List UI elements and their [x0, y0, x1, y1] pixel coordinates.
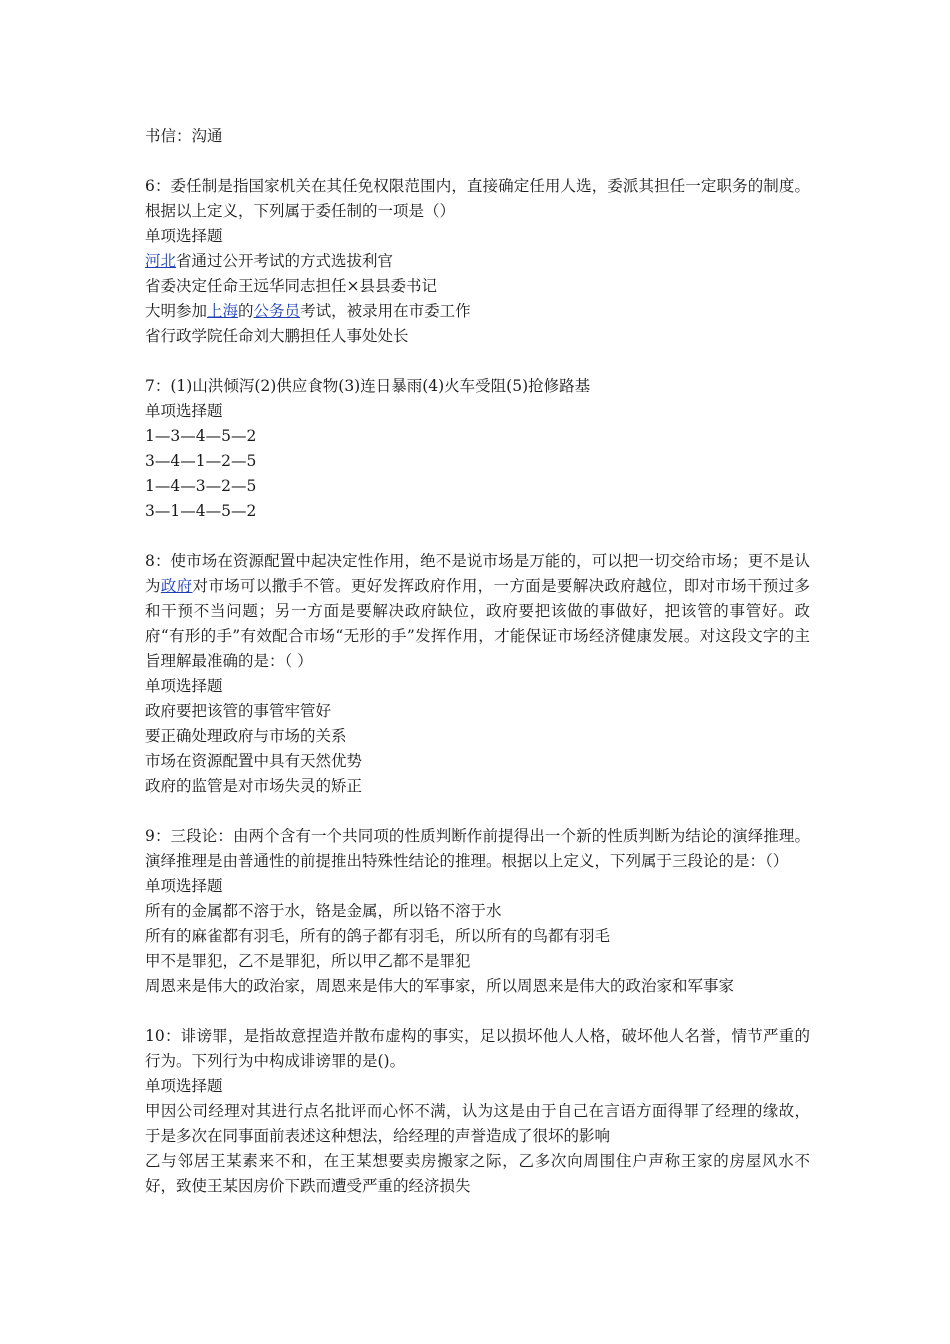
intro-answer: 沟通 — [191, 127, 223, 145]
question-7-option-d: 3—1—4—5—2 — [145, 502, 257, 520]
question-8-option-c: 市场在资源配置中具有天然优势 — [145, 752, 363, 770]
spacer — [145, 524, 810, 549]
question-8-stem-post: 对市场可以撒手不管。更好发挥政府作用，一方面是要解决政府越位，即对市场干预过多和干预不当问题；另一方面是要解决政府缺位，政府要把该做的事做好，把该管的事管好。政府“有形的手”有效配合市场“无形的手”发挥作用，才能保证市场经济健康发展。对这段文字的主旨理解最准确的是：（ ） — [145, 577, 810, 670]
spacer — [145, 999, 810, 1024]
question-6 — [145, 174, 810, 349]
question-8 — [145, 549, 810, 799]
question-7 — [145, 374, 810, 524]
question-8-type: 单项选择题 — [145, 677, 223, 695]
question-8-option-b: 要正确处理政府与市场的关系 — [145, 727, 347, 745]
question-9 — [145, 824, 810, 999]
question-8-stem-pre: 8：使市场在资源配置中起决定性作用，绝不是说市场是万能的，可以把一切交给市场；更不是认为 — [145, 552, 810, 595]
question-9-option-d: 周恩来是伟大的政治家，周恩来是伟大的军事家，所以周恩来是伟大的政治家和军事家 — [145, 977, 735, 995]
spacer — [145, 149, 810, 174]
spacer — [145, 349, 810, 374]
government-link[interactable]: 政府 — [160, 577, 193, 595]
question-8-stem — [145, 549, 810, 674]
question-10-option-b: 乙与邻居王某素来不和，在王某想要卖房搬家之际，乙多次向周围住户声称王家的房屋风水不好，致使王某因房价下跌而遭受严重的经济损失 — [145, 1152, 810, 1195]
question-9-option-b: 所有的麻雀都有羽毛，所有的鸽子都有羽毛，所以所有的鸟都有羽毛 — [145, 927, 611, 945]
option-c-pre: 大明参加 — [145, 302, 208, 320]
question-7-option-a: 1—3—4—5—2 — [145, 427, 257, 445]
option-a-text: 省通过公开考试的方式选拔利官 — [176, 252, 394, 270]
question-7-option-c: 1—4—3—2—5 — [145, 477, 257, 495]
question-7-type: 单项选择题 — [145, 402, 223, 420]
question-6-type: 单项选择题 — [145, 227, 223, 245]
intro-line — [145, 124, 810, 149]
question-9-option-c: 甲不是罪犯，乙不是罪犯，所以甲乙都不是罪犯 — [145, 952, 471, 970]
question-6-option-c — [145, 299, 810, 324]
question-6-option-b: 省委决定任命王远华同志担任×县县委书记 — [145, 277, 437, 295]
question-9-option-a: 所有的金属都不溶于水，铬是金属，所以铬不溶于水 — [145, 902, 502, 920]
spacer — [145, 799, 810, 824]
question-8-option-a: 政府要把该管的事管牢管好 — [145, 702, 332, 720]
question-10-option-a: 甲因公司经理对其进行点名批评而心怀不满，认为这是由于自己在言语方面得罪了经理的缘故，于是多次在同事面前表述这种想法，给经理的声誉造成了很坏的影响 — [145, 1102, 810, 1145]
question-7-stem: 7：(1)山洪倾泻(2)供应食物(3)连日暴雨(4)火车受阻(5)抢修路基 — [145, 377, 591, 395]
question-8-option-d: 政府的监管是对市场失灵的矫正 — [145, 777, 363, 795]
shanghai-link[interactable]: 上海 — [207, 302, 239, 320]
option-c-mid: 的 — [238, 302, 254, 320]
question-7-option-b: 3—4—1—2—5 — [145, 452, 257, 470]
option-c-post: 考试，被录用在市委工作 — [300, 302, 471, 320]
question-10-type: 单项选择题 — [145, 1077, 223, 1095]
question-6-option-d: 省行政学院任命刘大鹏担任人事处处长 — [145, 327, 409, 345]
question-10-stem: 10：诽谤罪，是指故意捏造并散布虚构的事实，足以损坏他人人格，破坏他人名誉，情节严重的行为。下列行为中构成诽谤罪的是()。 — [145, 1027, 810, 1070]
question-6-stem: 6：委任制是指国家机关在其任免权限范围内，直接确定任用人选，委派其担任一定职务的制度。根据以上定义，下列属于委任制的一项是（） — [145, 177, 810, 220]
question-6-option-a — [145, 249, 810, 274]
question-9-type: 单项选择题 — [145, 877, 223, 895]
question-10 — [145, 1024, 810, 1199]
hebei-link[interactable]: 河北 — [145, 252, 177, 270]
question-9-stem: 9：三段论：由两个含有一个共同项的性质判断作前提得出一个新的性质判断为结论的演绎推理。演绎推理是由普通性的前提推出特殊性结论的推理。根据以上定义，下列属于三段论的是：（） — [145, 827, 810, 870]
document-body — [145, 124, 810, 1199]
intro-prefix: 书信： — [145, 127, 192, 145]
civil-servant-link[interactable]: 公务员 — [253, 302, 301, 320]
